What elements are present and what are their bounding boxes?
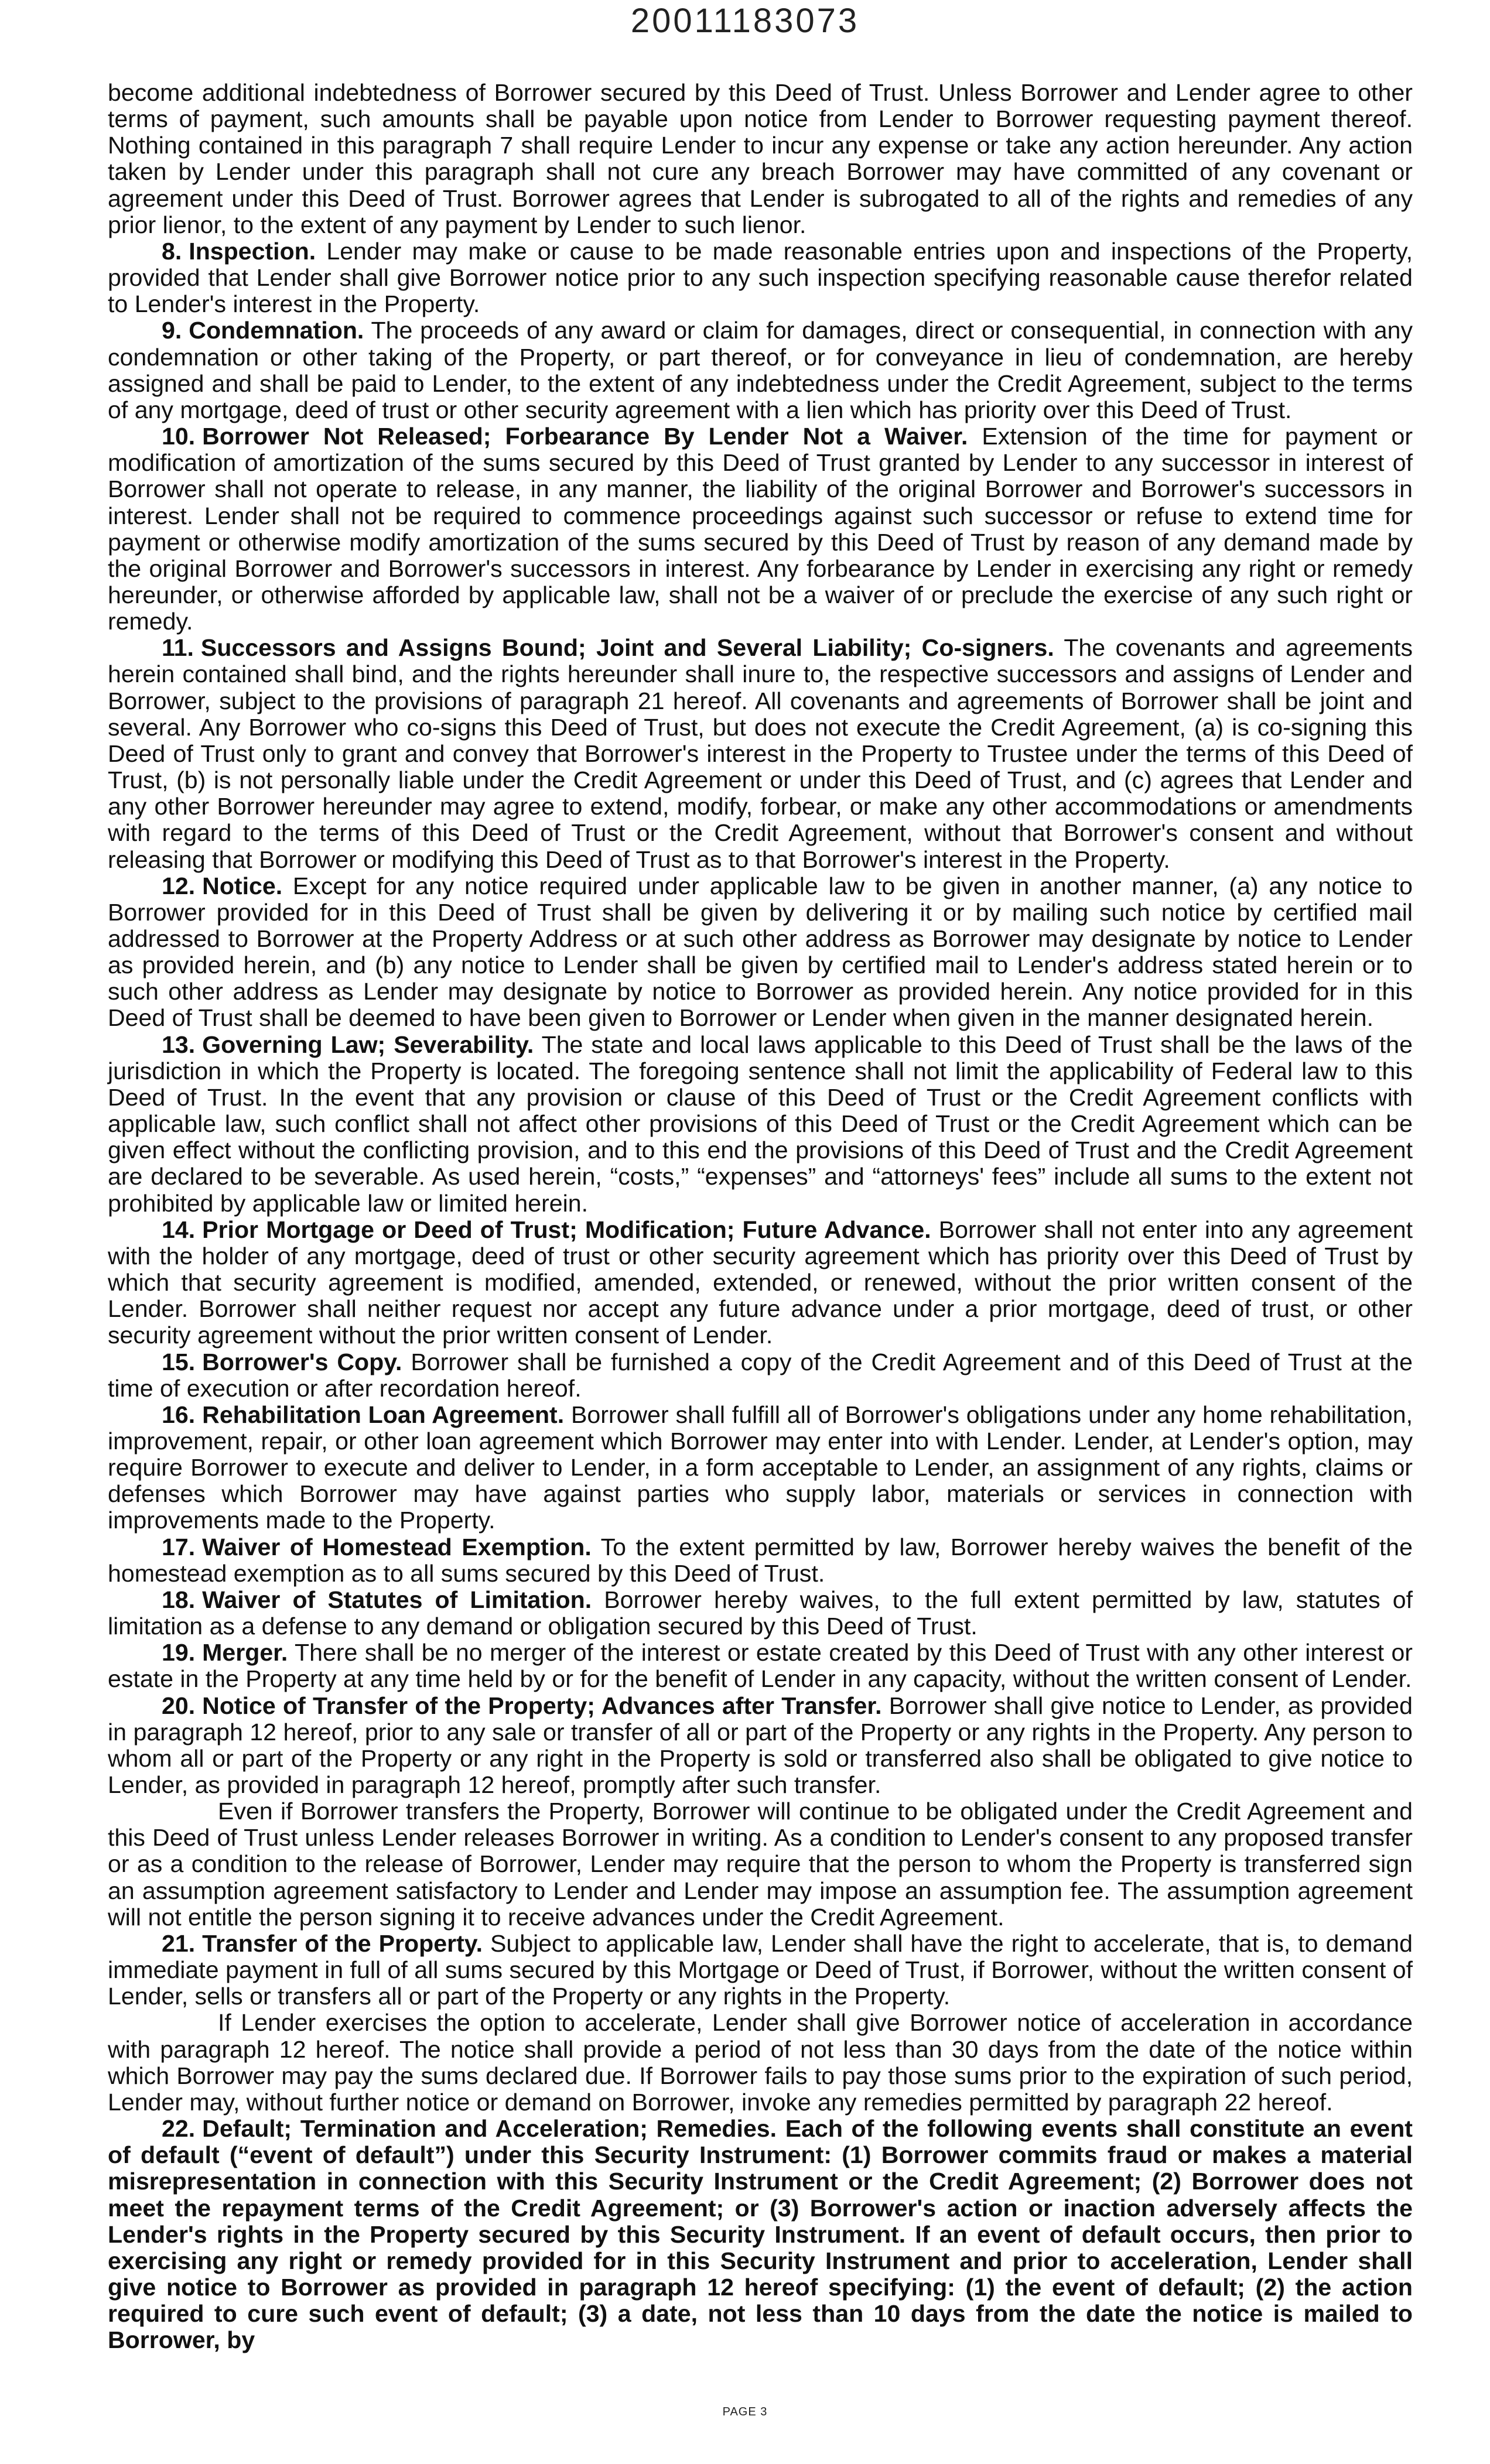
paragraph-text: Borrower shall give notice to Lender, as provided in paragraph 12 hereof, prior to any sale or transfer of all or part of the Property or any rights in the Property. Any person to whom all or part of the Property or any right in the Property is sold or transferred also shall be obligated to give notice to Lender, as provided in paragraph 12 hereof, promptly after such transfer. — [108, 1692, 1413, 1798]
paragraph-21-continuation — [108, 2010, 1413, 2116]
paragraph-text: Borrower shall not enter into any agreement with the holder of any mortgage, deed of trust or other security agreement which has priority over this Deed of Trust by which that security agreement is modified, amended, extended, or renewed, without the prior written consent of the Lender. Borrower shall neither request nor accept any future advance under a prior mortgage, deed of trust, or other security agreement without the prior written consent of Lender. — [108, 1216, 1413, 1349]
paragraph-number: 20. — [162, 1692, 196, 1719]
paragraph-heading: Inspection. — [189, 237, 316, 265]
paragraph-heading: Transfer of the Property. — [202, 1929, 483, 1957]
paragraph-9 — [108, 317, 1413, 423]
paragraph-heading: Condemnation. — [189, 317, 364, 344]
paragraph-18 — [108, 1587, 1413, 1640]
paragraph-number: 10. — [162, 423, 196, 450]
paragraph-heading: Successors and Assigns Bound; Joint and Several Liability; Co-signers. — [200, 634, 1054, 662]
paragraph-text: The covenants and agreements herein contained shall bind, and the rights hereunder shall inure to, the respective successors and assigns of Lender and Borrower, subject to the provisions of paragraph 21 hereof. All covenants and agreements of Borrower shall be joint and several. Any Borrower who co-signs this Deed of Trust, but does not execute the Credit Agreement, (a) is co-signing this Deed of Trust only to grant and convey that Borrower's interest in the Property to Trustee under the terms of this Deed of Trust, (b) is not personally liable under the Credit Agreement or under this Deed of Trust, and (c) agrees that Lender and any other Borrower hereunder may agree to extend, modify, forbear, or make any other accommodations or amendments with regard to the terms of this Deed of Trust or the Credit Agreement, without that Borrower's consent and without releasing that Borrower or modifying this Deed of Trust as to that Borrower's interest in the Property. — [108, 634, 1413, 873]
paragraph-text: There shall be no merger of the interest or estate created by this Deed of Trust with any other interest or estate in the Property at any time held by or for the benefit of Lender in any capacity, without the written consent of Lender. — [108, 1639, 1413, 1693]
paragraph-text: The proceeds of any award or claim for damages, direct or consequential, in connection with any condemnation or other taking of the Property, or part thereof, or for conveyance in lieu of condemnation, are hereby assigned and shall be paid to Lender, to the extent of any indebtedness under the Credit Agreement, subject to the terms of any mortgage, deed of trust or other security agreement with a lien which has priority over this Deed of Trust. — [108, 317, 1413, 423]
document-body — [108, 80, 1413, 2353]
paragraph-20 — [108, 1693, 1413, 1799]
paragraph-15 — [108, 1349, 1413, 1402]
paragraph-number: 17. — [162, 1533, 196, 1560]
paragraph-number: 14. — [162, 1216, 196, 1243]
paragraph-number: 16. — [162, 1401, 196, 1428]
paragraph-number: 21. — [162, 1929, 196, 1957]
paragraph-20-continuation — [108, 1798, 1413, 1931]
paragraph-number: 18. — [162, 1586, 196, 1613]
paragraph-number: 12. — [162, 872, 196, 899]
paragraph-heading: Prior Mortgage or Deed of Trust; Modification; Future Advance. — [202, 1216, 931, 1243]
paragraph-heading: Waiver of Statutes of Limitation. — [202, 1586, 592, 1613]
paragraph-text: Borrower hereby waives, to the full extent permitted by law, statutes of limitation as a defense to any demand or obligation secured by this Deed of Trust. — [108, 1586, 1413, 1640]
paragraph-text: become additional indebtedness of Borrower secured by this Deed of Trust. Unless Borrower and Lender agree to other terms of payment, such amounts shall be payable upon notice from Lender to Borrower requesting payment thereof. Nothing contained in this paragraph 7 shall require Lender to incur any expense or take any action hereunder. Any action taken by Lender under this paragraph shall not cure any breach Borrower may have committed of any covenant or agreement under this Deed of Trust. Borrower agrees that Lender is subrogated to all of the rights and remedies of any prior lienor, to the extent of any payment by Lender to such lienor. — [108, 79, 1413, 238]
paragraph-21 — [108, 1931, 1413, 2010]
paragraph-text: Lender may make or cause to be made reasonable entries upon and inspections of the Property, provided that Lender shall give Borrower notice prior to any such inspection specifying reasonable cause therefor related to Lender's interest in the Property. — [108, 237, 1413, 318]
paragraph-22 — [108, 2116, 1413, 2353]
paragraph-heading: Default; Termination and Acceleration; Remedies. — [202, 2115, 777, 2143]
paragraph-text: If Lender exercises the option to accelerate, Lender shall give Borrower notice of acceleration in accordance with paragraph 12 hereof. The notice shall provide a period of not less than 30 days from the date of the notice within which Borrower may pay the sums declared due. If Borrower fails to pay those sums prior to the expiration of such period, Lender may, without further notice or demand on Borrower, invoke any remedies permitted by paragraph 22 hereof. — [108, 2009, 1413, 2116]
paragraph-heading: Borrower Not Released; Forbearance By Lender Not a Waiver. — [202, 423, 968, 450]
paragraph-text: Borrower shall be furnished a copy of the Credit Agreement and of this Deed of Trust at the time of execution or after recordation hereof. — [108, 1348, 1413, 1402]
paragraph-heading: Borrower's Copy. — [202, 1348, 402, 1375]
paragraph-text: Borrower shall fulfill all of Borrower's obligations under any home rehabilitation, improvement, repair, or other loan agreement which Borrower may enter into with Lender. Lender, at Lender's option, may require Borrower to execute and deliver to Lender, in a form acceptable to Lender, an assignment of any rights, claims or defenses which Borrower may have against parties who supply labor, materials or services in connection with improvements made to the Property. — [108, 1401, 1413, 1534]
paragraph-12 — [108, 873, 1413, 1032]
paragraph-text: The state and local laws applicable to this Deed of Trust shall be the laws of the jurisdiction in which the Property is located. The foregoing sentence shall not limit the applicability of Federal law to this Deed of Trust. In the event that any provision or clause of this Deed of Trust or the Credit Agreement conflicts with applicable law, such conflict shall not affect other provisions of this Deed of Trust or the Credit Agreement which can be given effect without the conflicting provision, and to this end the provisions of this Deed of Trust and the Credit Agreement are declared to be severable. As used herein, “costs,” “expenses” and “attorneys' fees” include all sums to the extent not prohibited by applicable law or limited herein. — [108, 1031, 1413, 1217]
paragraph-number: 13. — [162, 1031, 196, 1058]
paragraph-heading: Governing Law; Severability. — [202, 1031, 534, 1058]
paragraph-number: 9. — [162, 317, 182, 344]
paragraph-text: Even if Borrower transfers the Property, Borrower will continue to be obligated under the Credit Agreement and this Deed of Trust unless Lender releases Borrower in writing. As a condition to Lender's consent to any proposed transfer or as a condition to the release of Borrower, Lender may require that the person to whom the Property is transferred sign an assumption agreement satisfactory to Lender and Lender may impose an assumption fee. The assumption agreement will not entitle the person signing it to receive advances under the Credit Agreement. — [108, 1798, 1413, 1931]
paragraph-number: 8. — [162, 237, 182, 265]
paragraph-19 — [108, 1640, 1413, 1692]
paragraph-text: To the extent permitted by law, Borrower hereby waives the benefit of the homestead exemption as to all sums secured by this Deed of Trust. — [108, 1533, 1413, 1587]
paragraph-text: Except for any notice required under applicable law to be given in another manner, (a) any notice to Borrower provided for in this Deed of Trust shall be given by delivering it or by mailing such notice by certified mail addressed to Borrower at the Property Address or at such other address as Borrower may designate by notice to Lender as provided herein, and (b) any notice to Lender shall be given by certified mail to Lender's address stated herein or to such other address as Lender may designate by notice to Borrower as provided herein. Any notice provided for in this Deed of Trust shall be deemed to have been given to Borrower or Lender when given in the manner designated herein. — [108, 872, 1413, 1032]
paragraph-text: Subject to applicable law, Lender shall have the right to accelerate, that is, to demand immediate payment in full of all sums secured by this Mortgage or Deed of Trust, if Borrower, without the written consent of Lender, sells or transfers all or part of the Property or any rights in the Property. — [108, 1929, 1413, 2010]
paragraph-number: 22. — [162, 2115, 196, 2143]
paragraph-11 — [108, 635, 1413, 872]
paragraph-13 — [108, 1032, 1413, 1217]
paragraph-10 — [108, 423, 1413, 635]
paragraph-heading: Merger. — [202, 1639, 288, 1666]
paragraph-heading: Notice. — [202, 872, 283, 899]
paragraph-14 — [108, 1217, 1413, 1349]
paragraph-number: 19. — [162, 1639, 196, 1666]
paragraph-heading: Notice of Transfer of the Property; Advances after Transfer. — [202, 1692, 882, 1719]
paragraph-7-continuation — [108, 80, 1413, 238]
paragraph-number: 15. — [162, 1348, 196, 1375]
paragraph-text: Extension of the time for payment or modification of amortization of the sums secured by this Deed of Trust granted by Lender to any successor in interest of Borrower shall not operate to release, in any manner, the liability of the original Borrower and Borrower's successors in interest. Lender shall not be required to commence proceedings against such successor or refuse to extend time for payment or otherwise modify amortization of the sums secured by this Deed of Trust by reason of any demand made by the original Borrower and Borrower's successors in interest. Any forbearance by Lender in exercising any right or remedy hereunder, or otherwise afforded by applicable law, shall not be a waiver of or preclude the exercise of any such right or remedy. — [108, 423, 1413, 635]
paragraph-16 — [108, 1402, 1413, 1534]
paragraph-text: Each of the following events shall constitute an event of default (“event of default”) under this Security Instrument: (1) Borrower commits fraud or makes a material misrepresentation in connection with this Security Instrument or the Credit Agreement; (2) Borrower does not meet the repayment terms of the Credit Agreement; or (3) Borrower's action or inaction adversely affects the Lender's rights in the Property secured by this Security Instrument. If an event of default occurs, then prior to exercising any right or remedy provided for in this Security Instrument and prior to acceleration, Lender shall give notice to Borrower as provided in paragraph 12 hereof specifying: (1) the event of default; (2) the action required to cure such event of default; (3) a date, not less than 10 days from the date the notice is mailed to Borrower, by — [108, 2115, 1413, 2354]
paragraph-heading: Rehabilitation Loan Agreement. — [202, 1401, 565, 1428]
page-number: PAGE 3 — [722, 2405, 768, 2418]
paragraph-17 — [108, 1534, 1413, 1587]
paragraph-heading: Waiver of Homestead Exemption. — [202, 1533, 592, 1560]
paragraph-8 — [108, 238, 1413, 317]
paragraph-number: 11. — [162, 634, 194, 662]
document-number: 20011183073 — [630, 2, 860, 40]
